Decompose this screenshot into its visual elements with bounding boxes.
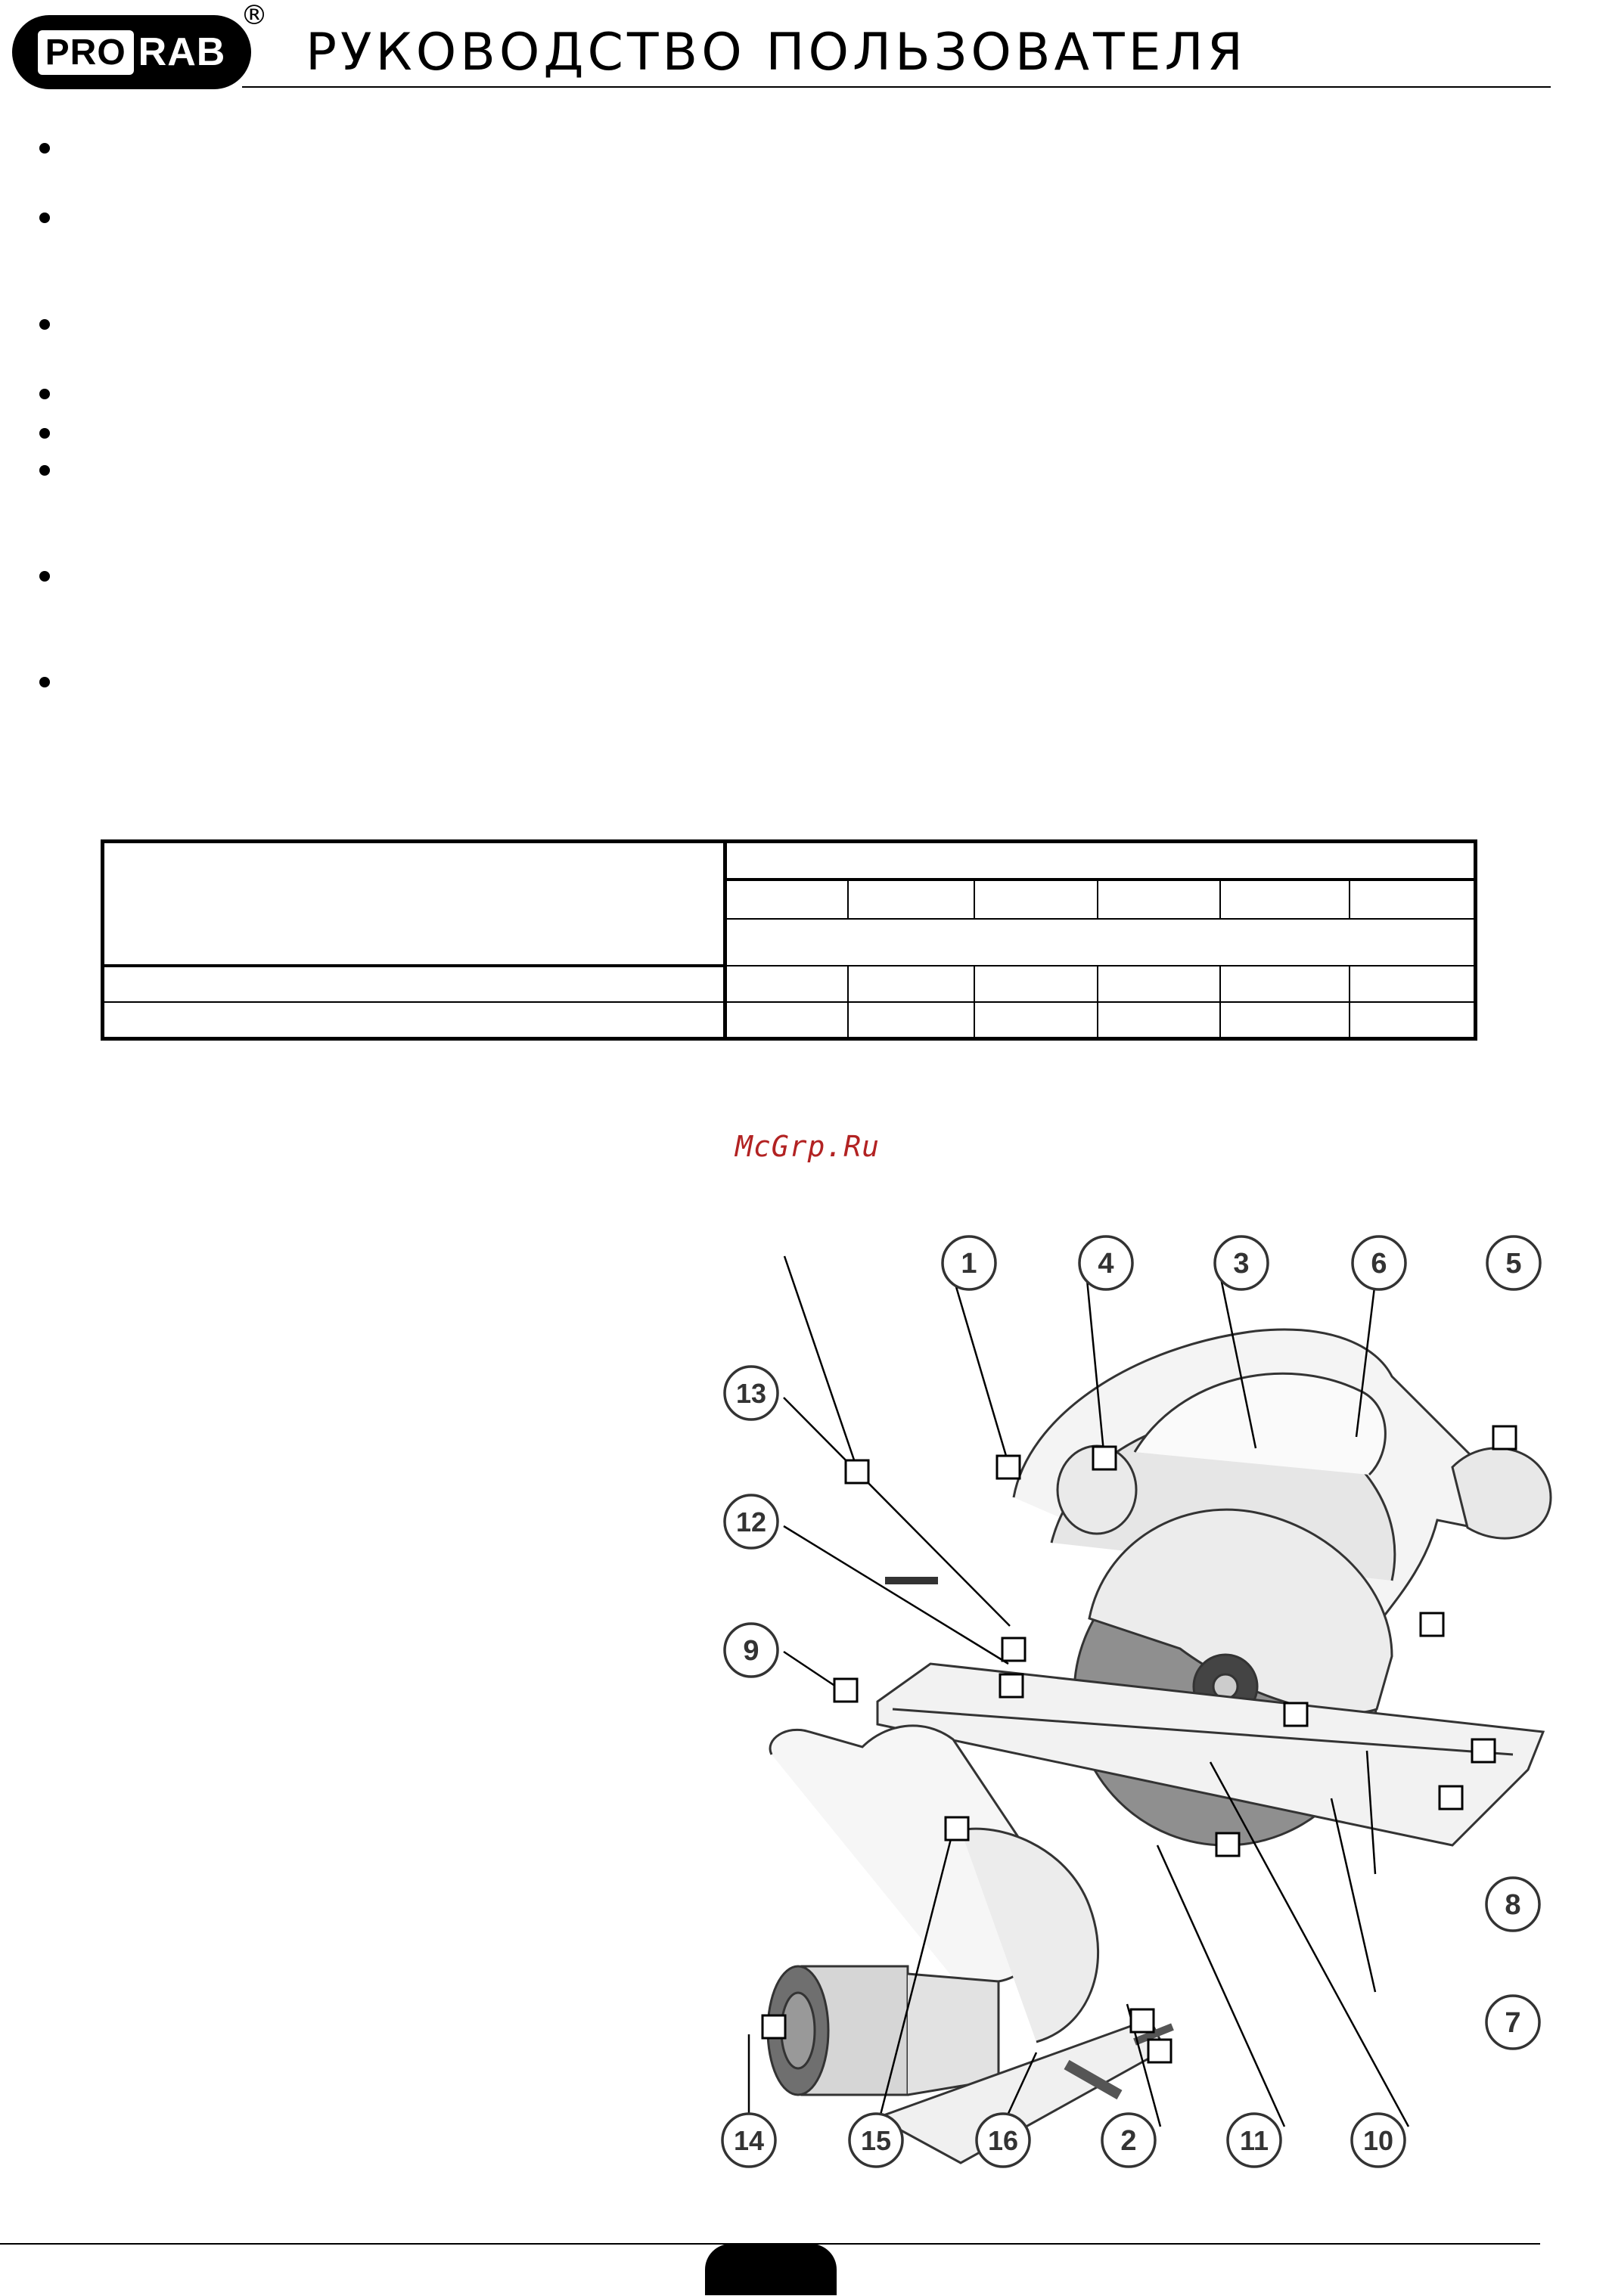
bullet-1 <box>39 143 50 154</box>
table-cell <box>1350 1002 1475 1038</box>
saw-drawing <box>768 1330 1551 2163</box>
svg-text:6: 6 <box>1371 1248 1387 1280</box>
callout-11 <box>1228 2114 1281 2167</box>
table-cell <box>1098 880 1221 919</box>
table-row <box>103 1002 1476 1038</box>
callout-9 <box>725 1624 778 1677</box>
table-cell <box>725 966 848 1002</box>
bullet-7 <box>39 571 50 582</box>
logo-pro-text: PRO <box>38 30 134 75</box>
callout-7 <box>1486 1996 1539 2049</box>
table-cell <box>103 842 725 966</box>
page-title: РУКОВОДСТВО ПОЛЬЗОВАТЕЛЯ <box>306 23 1247 82</box>
bullet-4 <box>39 389 50 399</box>
page-number-badge <box>705 2244 837 2295</box>
callout-10 <box>1352 2114 1405 2167</box>
callout-15 <box>849 2114 902 2167</box>
callout-16 <box>977 2114 1030 2167</box>
table-header-cell <box>725 842 1476 880</box>
table-cell <box>974 966 1098 1002</box>
svg-text:9: 9 <box>743 1635 759 1667</box>
table-row <box>103 966 1476 1002</box>
bullet-6 <box>39 465 50 476</box>
bullet-8 <box>39 677 50 687</box>
table-cell <box>725 1002 848 1038</box>
callout-12 <box>725 1495 778 1548</box>
table-cell <box>725 880 848 919</box>
callout-8 <box>1486 1878 1539 1931</box>
table-cell <box>1220 880 1350 919</box>
callout-5 <box>1487 1236 1540 1289</box>
svg-text:1: 1 <box>961 1248 977 1280</box>
registered-mark: ® <box>241 0 268 31</box>
bullet-5 <box>39 428 50 439</box>
svg-text:15: 15 <box>860 2125 892 2156</box>
header-divider <box>242 86 1551 88</box>
table-cell <box>725 919 1476 966</box>
table-cell <box>848 880 974 919</box>
callout-14 <box>722 2114 775 2167</box>
callout-13 <box>725 1367 778 1419</box>
svg-text:5: 5 <box>1505 1248 1522 1280</box>
callout-6 <box>1353 1236 1405 1289</box>
table-cell <box>1098 966 1221 1002</box>
table-cell <box>1220 966 1350 1002</box>
svg-text:4: 4 <box>1098 1248 1114 1280</box>
svg-text:2: 2 <box>1120 2125 1137 2157</box>
table-cell <box>974 880 1098 919</box>
callout-2 <box>1102 2114 1155 2167</box>
callout-1 <box>943 1236 995 1289</box>
table-cell <box>1350 966 1475 1002</box>
table-cell <box>103 966 725 1002</box>
callout-4 <box>1079 1236 1132 1289</box>
table-cell <box>103 1002 725 1038</box>
spec-table <box>101 839 1477 1041</box>
svg-text:12: 12 <box>735 1506 767 1537</box>
logo-rab-text: RAB <box>138 30 226 74</box>
table-cell <box>1098 1002 1221 1038</box>
svg-text:14: 14 <box>733 2125 765 2156</box>
watermark-link[interactable]: McGrp.Ru <box>735 1130 881 1163</box>
table-cell <box>1350 880 1475 919</box>
table-cell <box>848 966 974 1002</box>
svg-text:11: 11 <box>1239 2125 1269 2156</box>
circular-saw-diagram <box>711 1225 1558 2208</box>
bullet-3 <box>39 319 50 330</box>
table-row <box>103 842 1476 880</box>
svg-text:10: 10 <box>1362 2125 1394 2156</box>
svg-text:16: 16 <box>987 2125 1019 2156</box>
callout-3 <box>1215 1236 1268 1289</box>
table-cell <box>974 1002 1098 1038</box>
svg-text:8: 8 <box>1505 1889 1521 1921</box>
brand-logo <box>12 15 251 89</box>
bullet-2 <box>39 213 50 223</box>
table-cell <box>1220 1002 1350 1038</box>
table-cell <box>848 1002 974 1038</box>
svg-text:13: 13 <box>735 1378 767 1409</box>
svg-text:7: 7 <box>1505 2007 1521 2039</box>
svg-text:3: 3 <box>1233 1248 1250 1280</box>
